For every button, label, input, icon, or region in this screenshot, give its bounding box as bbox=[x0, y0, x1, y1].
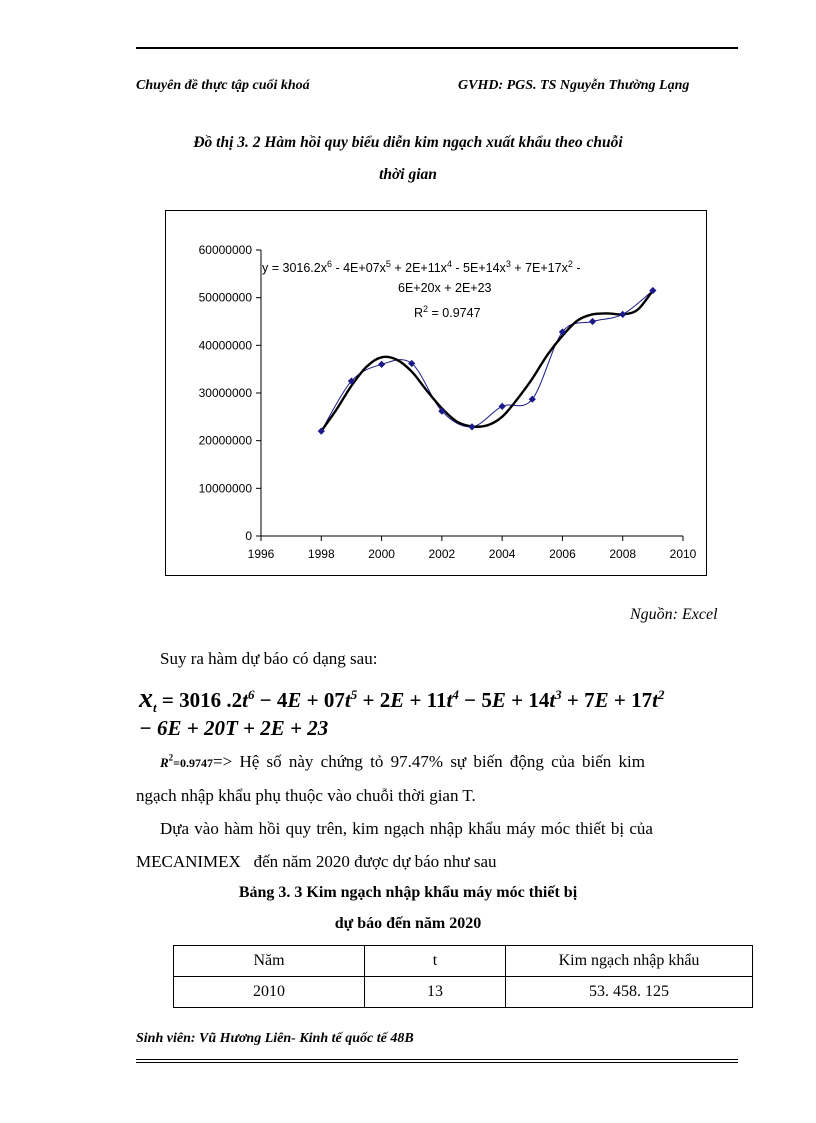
data-point bbox=[378, 361, 385, 368]
data-point bbox=[499, 403, 506, 410]
y-tick-label: 50000000 bbox=[198, 290, 252, 305]
table-cell: 53. 458. 125 bbox=[506, 977, 753, 1008]
header-left: Chuyên đề thực tập cuối khoá bbox=[136, 78, 310, 93]
chart-title-line1: Đồ thị 3. 2 Hàm hồi quy biểu diễn kim ngạch xuất khẩu theo chuỗi bbox=[193, 134, 623, 151]
table-title-line2: dự báo đến năm 2020 bbox=[334, 915, 482, 932]
table-header-cell: Kim ngạch nhập khẩu bbox=[506, 946, 753, 977]
data-point bbox=[619, 311, 626, 318]
paragraph-forecast-line2: MECANIMEX đến năm 2020 được dự báo như sau bbox=[136, 852, 497, 871]
x-tick-label: 2010 bbox=[669, 547, 697, 561]
forecast-formula-line2: − 6E + 20T + 2E + 23 bbox=[139, 716, 329, 740]
y-tick-label: 10000000 bbox=[198, 481, 252, 496]
trendline-equation-line1: $y = 3016.2x^6 - 4E+07x^5 + 2E+11x^4 - 5E+14x^3 + 7E+17x^2$ - bbox=[262, 259, 581, 275]
x-tick-label: 1998 bbox=[307, 547, 335, 561]
paragraph-intro: Suy ra hàm dự báo có dạng sau: bbox=[160, 649, 378, 668]
paragraph-r2-cont: ngạch nhập khẩu phụ thuộc vào chuỗi thời gian T. bbox=[136, 786, 476, 805]
y-tick-label: 0 bbox=[245, 529, 252, 543]
header-right: GVHD: PGS. TS Nguyễn Thường Lạng bbox=[458, 78, 690, 93]
r-squared-label: $R^2 = 0.9747$ bbox=[414, 304, 481, 320]
y-tick-label: 40000000 bbox=[198, 338, 252, 353]
chart-title-line2: thời gian bbox=[379, 166, 437, 183]
polynomial-trendline bbox=[321, 291, 653, 432]
data-point bbox=[589, 318, 596, 325]
y-tick-label: 20000000 bbox=[198, 433, 252, 448]
table-header-row bbox=[174, 946, 753, 977]
y-tick-label: 60000000 bbox=[198, 243, 252, 257]
forecast-formula-line1: $x_t = 3016$ $.2t^6 - 4E + 07t^5 + 2E + 11t^4 - 5E + 14t^3 + 7E + 17t^2$ bbox=[139, 683, 665, 716]
footer-author: Sinh viên: Vũ Hương Liên- Kinh tế quốc tế 48B bbox=[136, 1031, 414, 1046]
source-note: Nguồn: Excel bbox=[630, 606, 718, 623]
forecast-table bbox=[173, 945, 753, 1008]
data-point bbox=[468, 423, 475, 430]
paragraph-forecast-line1: Dựa vào hàm hồi quy trên, kim ngạch nhập khẩu máy móc thiết bị của bbox=[160, 819, 653, 838]
table-header-cell: Năm bbox=[174, 946, 365, 977]
table-cell: 2010 bbox=[174, 977, 365, 1008]
table-header-cell: t bbox=[365, 946, 506, 977]
data-series-line bbox=[321, 291, 653, 432]
table-cell: 13 bbox=[365, 977, 506, 1008]
regression-chart bbox=[166, 211, 708, 577]
table-row bbox=[174, 977, 753, 1008]
x-tick-label: 2006 bbox=[549, 547, 576, 561]
footer-rule-top bbox=[136, 1059, 738, 1060]
x-tick-label: 2000 bbox=[368, 547, 395, 561]
r-squared-paragraph: $R^2=0.9747=>$ Hệ số này chứng tỏ 97.47% sự biến động của biến kim bbox=[160, 752, 645, 771]
x-tick-label: 2008 bbox=[609, 547, 637, 561]
x-tick-label: 1996 bbox=[247, 547, 275, 561]
footer-rule-bottom bbox=[136, 1062, 738, 1063]
x-tick-label: 2002 bbox=[428, 547, 456, 561]
chart-frame bbox=[165, 210, 707, 576]
header-rule bbox=[136, 47, 738, 49]
x-tick-label: 2004 bbox=[488, 547, 516, 561]
y-tick-label: 30000000 bbox=[198, 386, 252, 400]
trendline-equation-line2: 6E+20x + 2E+23 bbox=[398, 281, 492, 295]
table-title-line1: Bảng 3. 3 Kim ngạch nhập khẩu máy móc thiết bị bbox=[238, 884, 578, 901]
